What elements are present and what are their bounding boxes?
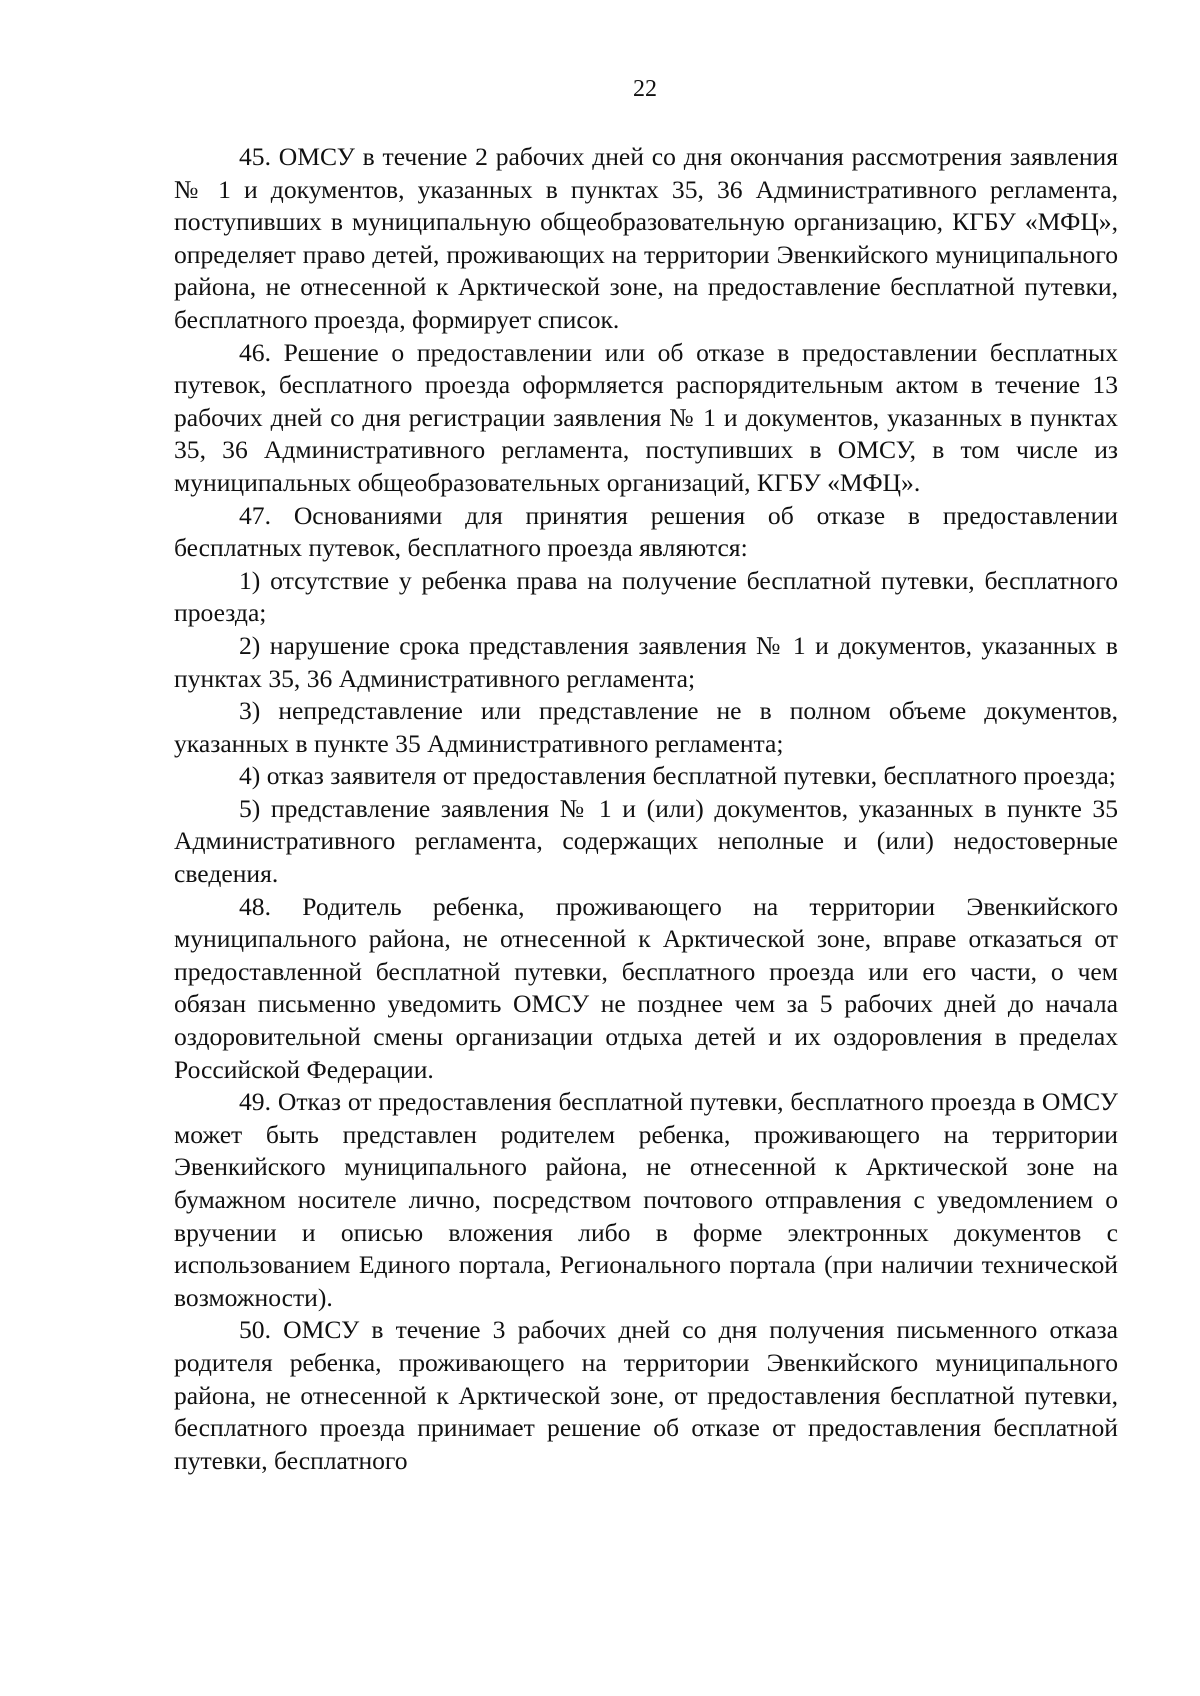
list-item-1: 1) отсутствие у ребенка права на получение бесплатной путевки, бесплатного проезда; [174,565,1118,628]
paragraph-49: 49. Отказ от предоставления бесплатной путевки, бесплатного проезда в ОМСУ может быть представлен родителем ребенка, проживающего на территории Эвенкийского муниципального района, не отнесенной к Арктической зоне на бумажном носителе лично, посредством почтового отправления с уведомлением о вручении и описью вложения либо в форме электронных документов с использованием Единого портала, Регионального портала (при наличии технической возможности). [174,1087,1118,1312]
paragraph-48: 48. Родитель ребенка, проживающего на территории Эвенкийского муниципального района, не отнесенной к Арктической зоне, вправе отказаться от предоставленной бесплатной путевки, бесплатного проезда или его части, о чем обязан письменно уведомить ОМСУ не позднее чем за 5 рабочих дней до начала оздоровительной смены организации отдыха детей и их оздоровления в пределах Российской Федерации. [174,891,1118,1084]
list-item-3: 3) непредставление или представление не в полном объеме документов, указанных в пункте 35 Административного регламента; [174,696,1118,758]
paragraph-46: 46. Решение о предоставлении или об отказе в предоставлении бесплатных путевок, бесплатного проезда оформляется распорядительным актом в течение 13 рабочих дней со дня регистрации заявления № 1 и документов, указанных в пунктах 35, 36 Административного регламента, поступивших в ОМСУ, в том числе из муниципальных общеобразовательных организаций, КГБУ «МФЦ». [174,337,1118,497]
list-item-5: 5) представление заявления № 1 и (или) документов, указанных в пункте 35 Административного регламента, содержащих неполные и (или) недостоверные сведения. [174,793,1118,889]
document-body [174,141,1118,1477]
page-number: 22 [633,76,657,102]
paragraph-50: 50. ОМСУ в течение 3 рабочих дней со дня получения письменного отказа родителя ребенка, проживающего на территории Эвенкийского муниципального района, не отнесенной к Арктической зоне, от предоставления бесплатной путевки, бесплатного проезда принимает решение об отказе от предоставления бесплатной путевки, бесплатного [174,1315,1118,1475]
list-item-2: 2) нарушение срока представления заявления № 1 и документов, указанных в пунктах 35, 36 Административного регламента; [174,630,1118,693]
paragraph-47: 47. Основаниями для принятия решения об отказе в предоставлении бесплатных путевок, бесплатного проезда являются: [174,500,1118,563]
paragraph-45: 45. ОМСУ в течение 2 рабочих дней со дня окончания рассмотрения заявления № 1 и документов, указанных в пунктах 35, 36 Административного регламента, поступивших в муниципальную общеобразовательную организацию, КГБУ «МФЦ», определяет право детей, проживающих на территории Эвенкийского муниципального района, не отнесенной к Арктической зоне, на предоставление бесплатной путевки, бесплатного проезда, формирует список. [174,142,1118,334]
list-item-4: 4) отказ заявителя от предоставления бесплатной путевки, бесплатного проезда; [239,761,1116,791]
